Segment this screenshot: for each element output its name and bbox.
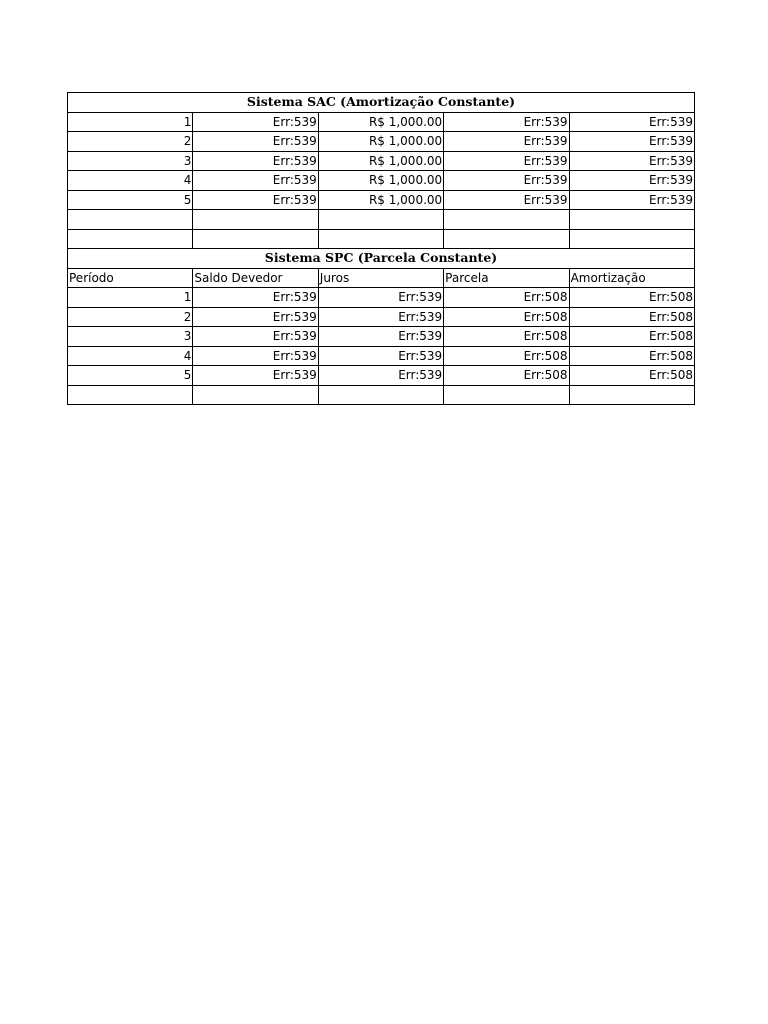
cell-parcela: Err:508	[444, 346, 569, 366]
empty-cell	[318, 210, 443, 230]
cell-juros: Err:539	[318, 307, 443, 327]
table-row	[68, 327, 695, 347]
table-row	[68, 288, 695, 308]
table-row	[68, 151, 695, 171]
spreadsheet-table	[67, 92, 695, 405]
cell-amortizacao: Err:508	[569, 346, 694, 366]
cell-periodo: 2	[68, 307, 193, 327]
cell-parcela: Err:508	[444, 366, 569, 386]
cell-saldo-devedor: Err:539	[193, 327, 318, 347]
cell-periodo: 3	[68, 151, 193, 171]
spc-header-row	[68, 268, 695, 288]
header-amortizacao: Amortização	[569, 268, 694, 288]
empty-cell	[68, 229, 193, 249]
cell-amortizacao: Err:508	[569, 288, 694, 308]
cell-juros: Err:539	[318, 346, 443, 366]
table-row	[68, 190, 695, 210]
empty-cell	[569, 229, 694, 249]
cell-juros: Err:539	[318, 288, 443, 308]
cell-juros: Err:539	[318, 366, 443, 386]
spc-title: Sistema SPC (Parcela Constante)	[68, 249, 695, 269]
empty-cell	[444, 210, 569, 230]
cell-amortizacao: R$ 1,000.00	[318, 151, 443, 171]
header-parcela: Parcela	[444, 268, 569, 288]
cell-parcela: Err:508	[444, 307, 569, 327]
cell-amortizacao: R$ 1,000.00	[318, 112, 443, 132]
cell-amortizacao: Err:508	[569, 366, 694, 386]
cell-juros: Err:539	[444, 112, 569, 132]
cell-saldo-devedor: Err:539	[193, 346, 318, 366]
cell-juros: Err:539	[444, 132, 569, 152]
cell-periodo: 4	[68, 346, 193, 366]
empty-row	[68, 210, 695, 230]
table-row	[68, 366, 695, 386]
cell-periodo: 1	[68, 288, 193, 308]
header-periodo: Período	[68, 268, 193, 288]
cell-parcela: Err:539	[569, 151, 694, 171]
empty-cell	[569, 385, 694, 405]
cell-periodo: 2	[68, 132, 193, 152]
cell-periodo: 1	[68, 112, 193, 132]
cell-amortizacao: Err:508	[569, 307, 694, 327]
empty-cell	[193, 385, 318, 405]
empty-cell	[318, 385, 443, 405]
table-row	[68, 171, 695, 191]
cell-juros: Err:539	[318, 327, 443, 347]
cell-saldo-devedor: Err:539	[193, 307, 318, 327]
empty-cell	[193, 210, 318, 230]
empty-row	[68, 385, 695, 405]
empty-row	[68, 229, 695, 249]
empty-cell	[318, 229, 443, 249]
header-juros: Juros	[318, 268, 443, 288]
spc-title-row	[68, 249, 695, 269]
empty-cell	[569, 210, 694, 230]
cell-saldo-devedor: Err:539	[193, 366, 318, 386]
cell-parcela: Err:508	[444, 288, 569, 308]
header-saldo-devedor: Saldo Devedor	[193, 268, 318, 288]
cell-saldo-devedor: Err:539	[193, 151, 318, 171]
cell-periodo: 4	[68, 171, 193, 191]
cell-parcela: Err:539	[569, 132, 694, 152]
cell-amortizacao: R$ 1,000.00	[318, 171, 443, 191]
empty-cell	[444, 229, 569, 249]
cell-amortizacao: R$ 1,000.00	[318, 190, 443, 210]
cell-saldo-devedor: Err:539	[193, 112, 318, 132]
cell-amortizacao: Err:508	[569, 327, 694, 347]
empty-cell	[68, 385, 193, 405]
table-row	[68, 307, 695, 327]
cell-parcela: Err:539	[569, 190, 694, 210]
empty-cell	[68, 210, 193, 230]
cell-parcela: Err:508	[444, 327, 569, 347]
cell-periodo: 5	[68, 366, 193, 386]
table-row	[68, 132, 695, 152]
cell-saldo-devedor: Err:539	[193, 132, 318, 152]
cell-periodo: 5	[68, 190, 193, 210]
cell-juros: Err:539	[444, 190, 569, 210]
empty-cell	[193, 229, 318, 249]
sac-title-row	[68, 93, 695, 113]
table-row	[68, 346, 695, 366]
sac-title: Sistema SAC (Amortização Constante)	[68, 93, 695, 113]
cell-juros: Err:539	[444, 171, 569, 191]
cell-parcela: Err:539	[569, 171, 694, 191]
cell-saldo-devedor: Err:539	[193, 190, 318, 210]
cell-saldo-devedor: Err:539	[193, 288, 318, 308]
cell-juros: Err:539	[444, 151, 569, 171]
cell-amortizacao: R$ 1,000.00	[318, 132, 443, 152]
cell-periodo: 3	[68, 327, 193, 347]
empty-cell	[444, 385, 569, 405]
cell-saldo-devedor: Err:539	[193, 171, 318, 191]
table-row	[68, 112, 695, 132]
cell-parcela: Err:539	[569, 112, 694, 132]
